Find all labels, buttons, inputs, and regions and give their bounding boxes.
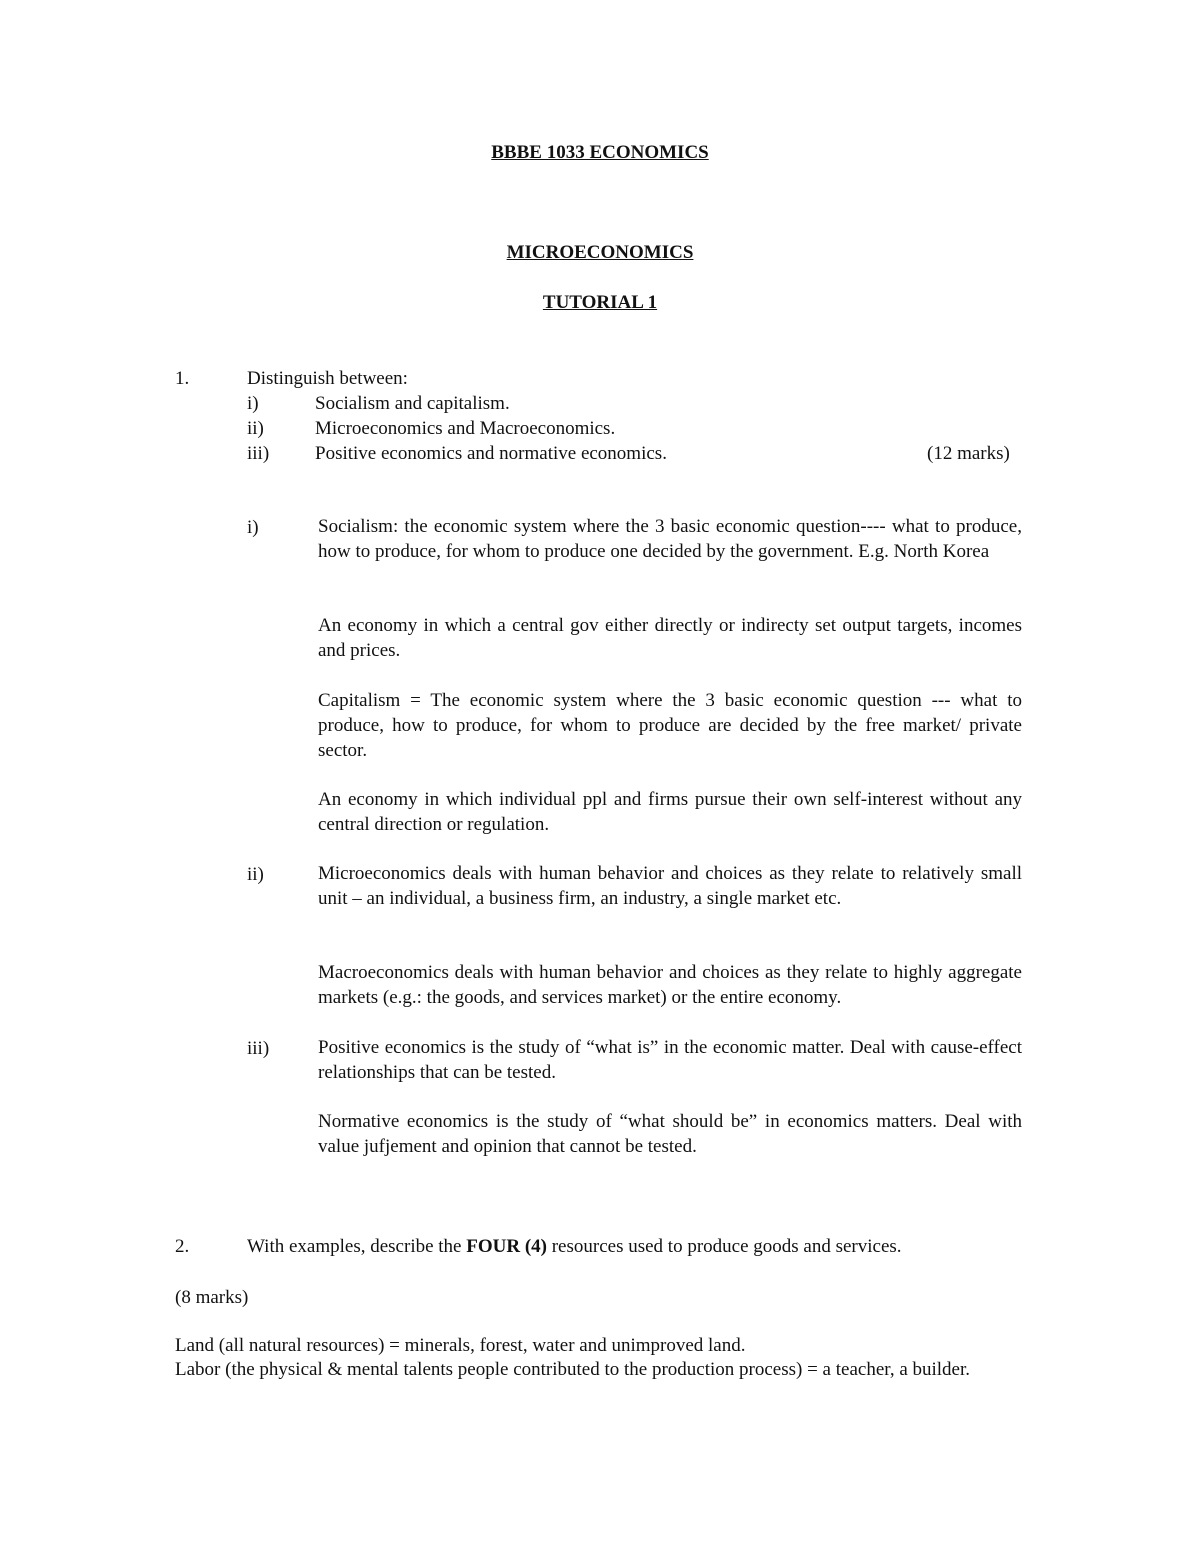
question-1-item-text: Positive economics and normative economics. bbox=[315, 443, 667, 464]
question-2-number: 2. bbox=[175, 1236, 190, 1257]
question-1-item-text: Socialism and capitalism. bbox=[315, 393, 510, 414]
course-title: BBBE 1033 ECONOMICS bbox=[491, 142, 709, 163]
answer-paragraph: Capitalism = The economic system where the 3 basic economic question --- what to produce, how to produce, for whom to produce are decided by the free market/ private sector. bbox=[318, 690, 1022, 761]
question-2-prompt bbox=[247, 1234, 902, 1259]
answer-paragraph: An economy in which a central gov either directly or indirecty set output targets, incomes and prices. bbox=[318, 615, 1022, 661]
answer-paragraph: Macroeconomics deals with human behavior and choices as they relate to highly aggregate markets (e.g.: the goods, and services market) or the entire economy. bbox=[318, 962, 1022, 1008]
question-1-number: 1. bbox=[175, 368, 190, 389]
answer-label: iii) bbox=[247, 1038, 270, 1059]
question-1-item-text: Microeconomics and Macroeconomics. bbox=[315, 418, 616, 439]
answer-paragraph: Normative economics is the study of “what should be” in economics matters. Deal with value jufjement and opinion that cannot be tested. bbox=[318, 1111, 1022, 1157]
question-1-prompt: Distinguish between: bbox=[247, 368, 408, 389]
question-1-item-label: i) bbox=[247, 393, 259, 414]
answer-paragraph: An economy in which individual ppl and firms pursue their own self-interest without any central direction or regulation. bbox=[318, 789, 1022, 835]
answer-paragraph: Land (all natural resources) = minerals, forest, water and unimproved land. bbox=[175, 1335, 746, 1356]
answer-paragraph: Positive economics is the study of “what is” in the economic matter. Deal with cause-effect relationships that can be tested. bbox=[318, 1037, 1022, 1083]
question-2-marks: (8 marks) bbox=[175, 1287, 249, 1308]
answer-label: ii) bbox=[247, 864, 264, 885]
answer-paragraph: Microeconomics deals with human behavior and choices as they relate to relatively small unit – an individual, a business firm, an industry, a single market etc. bbox=[318, 863, 1022, 909]
question-1-marks: (12 marks) bbox=[927, 443, 1010, 464]
subject-heading: MICROECONOMICS bbox=[506, 242, 694, 263]
question-2-prompt-emphasis: FOUR (4) bbox=[466, 1236, 547, 1257]
answer-label: i) bbox=[247, 517, 259, 538]
question-2-prompt-end: resources used to produce goods and services. bbox=[546, 1236, 902, 1257]
answer-paragraph: Socialism: the economic system where the 3 basic economic question---- what to produce, how to produce, for whom to produce one decided by the government. E.g. North Korea bbox=[318, 516, 1022, 562]
question-2-prompt-start: With examples, describe the bbox=[247, 1236, 467, 1257]
tutorial-heading: TUTORIAL 1 bbox=[542, 292, 658, 313]
answer-paragraph: Labor (the physical & mental talents people contributed to the production process) = a teacher, a builder. bbox=[175, 1359, 971, 1380]
question-1-item-label: ii) bbox=[247, 418, 264, 439]
question-1-item-label: iii) bbox=[247, 443, 270, 464]
